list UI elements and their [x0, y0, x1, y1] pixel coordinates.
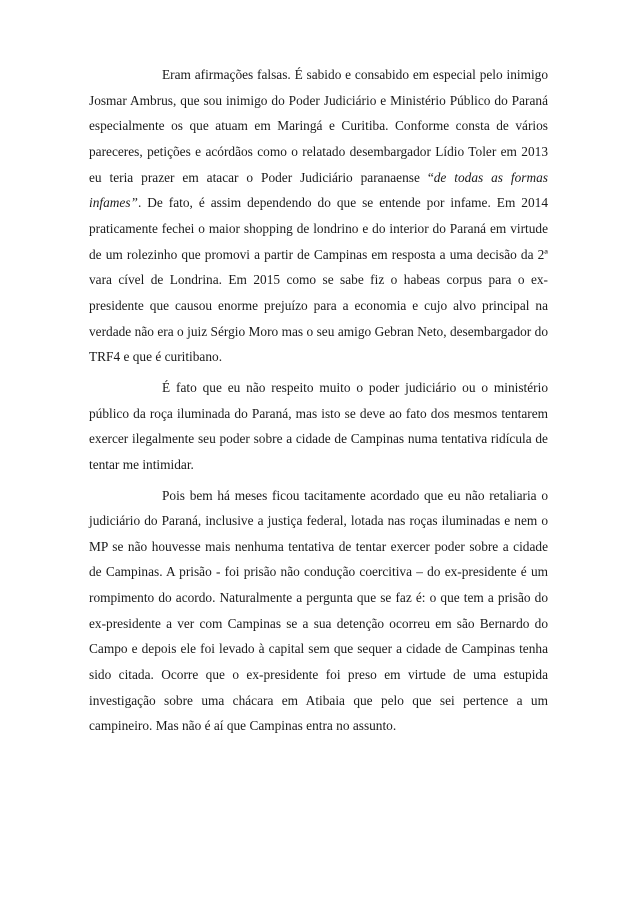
paragraph-1-text: Eram afirmações falsas. É sabido e consabido em especial pelo inimigo Josmar Ambrus, que sou inimigo do Poder Judiciário e Ministério Público do Paraná especialmente os que atuam em Maringá e Curitiba. Conforme consta de vários pareceres, petições e acórdãos como o relatado desembargador Lídio Toler em 2013 eu teria prazer em atacar o Poder Judiciário paranaense “: [89, 67, 548, 185]
paragraph-3-text: Pois bem há meses ficou tacitamente acordado que eu não retaliaria o judiciário do Paraná, inclusive a justiça federal, lotada nas roças iluminadas e nem o MP se não houvesse mais nenhuma tentativa de tentar exercer poder sobre a cidade de Campinas. A prisão - foi prisão não condução coercitiva – do ex-presidente é um rompimento do acordo. Naturalmente a pergunta que se faz é: o que tem a prisão do ex-presidente a ver com Campinas se a sua detenção ocorreu em são Bernardo do Campo e depois ele foi levado à capital sem que sequer a cidade de Campinas tenha sido citada. Ocorre que o ex-presidente foi preso em virtude de uma estupida investigação sobre uma chácara em Atibaia que pelo que sei pertence a um campineiro. Mas não é aí que Campinas entra no assunto.: [89, 487, 548, 734]
paragraph-1-italic-quote: de todas as formas infames”: [89, 169, 548, 211]
document-body: [89, 62, 548, 739]
paragraph-1-text-continued: . De fato, é assim dependendo do que se entende por infame. Em 2014 praticamente fechei o maior shopping de londrino e do interior do Paraná em virtude de um rolezinho que promovi a partir de Campinas em resposta a uma decisão da 2ª vara cível de Londrina. Em 2015 como se sabe fiz o habeas corpus para o ex-presidente que causou enorme prejuízo para a economia e cujo alvo principal na verdade não era o juiz Sérgio Moro mas o seu amigo Gebran Neto, desembargador do TRF4 e que é curitibano.: [89, 195, 548, 365]
paragraph-2-text: É fato que eu não respeito muito o poder judiciário ou o ministério público da roça iluminada do Paraná, mas isto se deve ao fato dos mesmos tentarem exercer ilegalmente seu poder sobre a cidade de Campinas numa tentativa ridícula de tentar me intimidar.: [89, 379, 548, 472]
paragraph-3: [89, 483, 548, 740]
paragraph-2: [89, 375, 548, 478]
paragraph-1: [89, 62, 548, 370]
